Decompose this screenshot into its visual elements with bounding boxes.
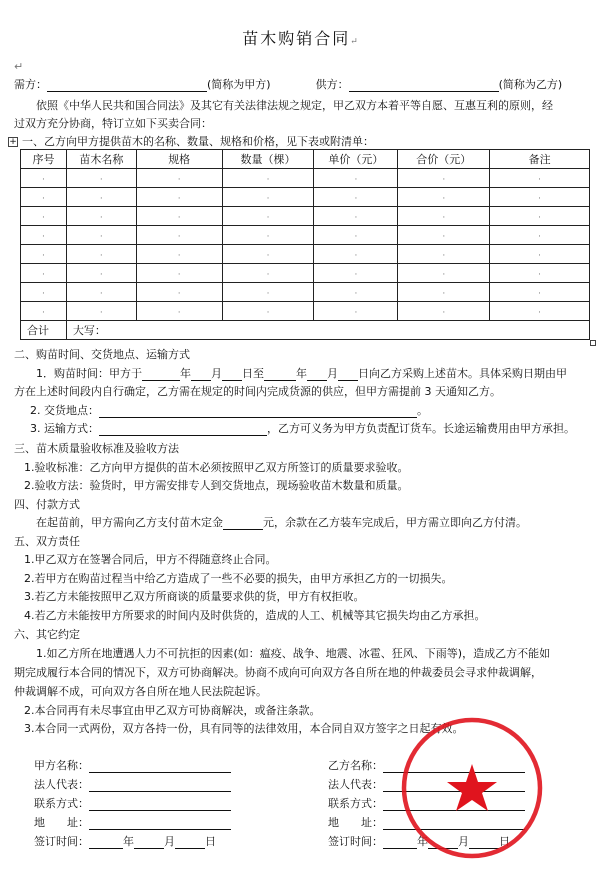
buyer-name-blank[interactable]	[47, 80, 207, 92]
table-cell[interactable]: ·	[398, 169, 490, 188]
table-cell[interactable]: ·	[490, 302, 590, 321]
table-cell[interactable]: ·	[314, 245, 398, 264]
deposit-blank[interactable]	[223, 518, 263, 530]
section5-p3: 3.若乙方未能按照甲乙双方所商谈的质量要求供的货，甲方有权拒收。	[24, 590, 365, 603]
table-cell[interactable]: ·	[314, 226, 398, 245]
table-header-row	[21, 150, 590, 169]
section4-heading: 四、付款方式	[14, 498, 80, 511]
table-cell[interactable]: ·	[314, 207, 398, 226]
section3-p1: 1.验收标准：乙方向甲方提供的苗木必须按照甲乙双方所签订的质量要求验收。	[24, 461, 409, 474]
table-cell[interactable]: ·	[314, 169, 398, 188]
parties-line	[14, 76, 562, 92]
table-row[interactable]	[21, 264, 590, 283]
section2-p3: 3. 运输方式： ，乙方可义务为甲方负责配订货车。长途运输费用由甲方承担。	[30, 422, 575, 435]
table-cell[interactable]: ·	[222, 207, 314, 226]
table-row[interactable]	[21, 302, 590, 321]
section5-heading: 五、双方责任	[14, 535, 80, 548]
table-move-handle[interactable]: +	[9, 137, 17, 147]
table-row[interactable]	[21, 169, 590, 188]
party-a-rep-blank[interactable]	[89, 780, 231, 792]
table-cell[interactable]: ·	[136, 302, 222, 321]
table-cell[interactable]: ·	[398, 302, 490, 321]
party-b-contact-row: 联系方式：	[328, 795, 525, 811]
table-cell[interactable]: ·	[490, 245, 590, 264]
table-cell[interactable]: ·	[222, 245, 314, 264]
table-cell[interactable]: ·	[490, 188, 590, 207]
table-cell[interactable]: ·	[66, 283, 136, 302]
party-a-contact-row: 联系方式：	[34, 795, 231, 811]
table-cell[interactable]: ·	[136, 188, 222, 207]
table-cell[interactable]: ·	[66, 188, 136, 207]
section5-p4: 4.若乙方未能按甲方所要求的时间内及时供货的，造成的人工、机械等其它损失均由乙方承担。	[24, 609, 486, 622]
company-seal-stamp	[398, 714, 546, 862]
table-row[interactable]	[21, 283, 590, 302]
table-row[interactable]	[21, 207, 590, 226]
buyer-label: 需方：	[14, 78, 47, 91]
table-cell[interactable]: ·	[222, 169, 314, 188]
table-cell[interactable]: ·	[136, 283, 222, 302]
table-cell[interactable]: ·	[136, 245, 222, 264]
table-cell[interactable]: ·	[66, 245, 136, 264]
section6-p2: 2.本合同再有未尽事宜由甲乙双方可协商解决，或备注条款。	[24, 704, 321, 717]
party-b-date-row: 签订时间： 年 月 日	[328, 835, 510, 848]
transport-blank[interactable]	[99, 424, 267, 436]
party-a-address-row: 地 址：	[34, 814, 231, 830]
table-cell[interactable]: ·	[66, 169, 136, 188]
table-cell[interactable]: ·	[136, 169, 222, 188]
table-cell[interactable]: ·	[222, 188, 314, 207]
table-cell[interactable]: ·	[21, 188, 67, 207]
table-cell[interactable]: ·	[66, 302, 136, 321]
table-cell[interactable]: ·	[136, 226, 222, 245]
col-header-amount: 合价（元）	[398, 150, 490, 169]
table-cell[interactable]: ·	[398, 245, 490, 264]
table-row[interactable]	[21, 188, 590, 207]
section6-p1-cont: 期完成履行本合同的情况下，双方可协商解决。协商不成向可向双方各自所在地的仲裁委员会寻求仲裁调解，	[14, 666, 542, 679]
table-cell[interactable]: ·	[398, 207, 490, 226]
paragraph-mark: ↵	[14, 60, 24, 73]
table-cell[interactable]: ·	[398, 264, 490, 283]
table-cell[interactable]: ·	[222, 226, 314, 245]
table-cell[interactable]: ·	[222, 302, 314, 321]
table-cell[interactable]: ·	[21, 264, 67, 283]
section2-p1-cont: 方在上述时间段内自行确定，乙方需在规定的时间内完成货源的供应，但甲方需提前 3 天通知乙方。	[14, 385, 501, 398]
party-a-name-row: 甲方名称：	[34, 757, 231, 773]
party-a-name-blank[interactable]	[89, 761, 231, 773]
table-cell[interactable]: ·	[21, 302, 67, 321]
table-cell[interactable]: ·	[136, 207, 222, 226]
col-header-spec: 规格	[136, 150, 222, 169]
seller-note: (简称为乙方)	[498, 78, 563, 91]
table-cell[interactable]: ·	[222, 264, 314, 283]
section6-p3: 3.本合同一式两份，双方各持一份，具有同等的法律效用，本合同自双方签字之日起有效。	[24, 722, 464, 735]
goods-table	[20, 149, 590, 340]
table-cell[interactable]: ·	[66, 207, 136, 226]
capital-amount-cell[interactable]: 大写：	[66, 321, 589, 340]
party-a-rep-row: 法人代表：	[34, 776, 231, 792]
col-header-name: 苗木名称	[66, 150, 136, 169]
table-cell[interactable]: ·	[314, 188, 398, 207]
col-header-quantity: 数量（棵）	[222, 150, 314, 169]
party-b-name-row: 乙方名称：	[328, 757, 525, 773]
section5-p2: 2.若甲方在购苗过程当中给乙方造成了一些不必要的损失，由甲方承担乙方的一切损失。	[24, 572, 453, 585]
table-cell[interactable]: ·	[314, 283, 398, 302]
delivery-place-blank[interactable]	[99, 406, 417, 418]
table-row[interactable]	[21, 226, 590, 245]
table-cell[interactable]: ·	[136, 264, 222, 283]
section3-p2: 2.验收方法：验货时，甲方需安排专人到交货地点，现场验收苗木数量和质量。	[24, 479, 409, 492]
table-cell[interactable]: ·	[21, 283, 67, 302]
col-header-unit-price: 单价（元）	[314, 150, 398, 169]
table-cell[interactable]: ·	[21, 245, 67, 264]
section2-p1: 1．购苗时间：甲方于 年 月 日至 年 月 日向乙方采购上述苗木。具体采购日期由甲	[36, 367, 567, 380]
table-cell[interactable]: ·	[490, 264, 590, 283]
col-header-remark: 备注	[490, 150, 590, 169]
intro-line-2: 过双方充分协商，特订立如下买卖合同：	[14, 117, 212, 130]
table-cell[interactable]: ·	[222, 283, 314, 302]
table-cell[interactable]: ·	[314, 264, 398, 283]
section6-p1: 1.如乙方所在地遭遇人力不可抗拒的因素(如：瘟疫、战争、地震、冰雹、狂风、下雨等)，造成乙方不能如	[36, 647, 551, 660]
section2-p2: 2. 交货地点： 。	[30, 404, 428, 417]
table-total-row	[21, 321, 590, 340]
document-title: 苗木购销合同↵	[242, 29, 360, 48]
party-b-address-row: 地 址：	[328, 814, 525, 830]
party-b-rep-row: 法人代表：	[328, 776, 525, 792]
buyer-note: (简称为甲方)	[207, 78, 271, 91]
party-a-contact-blank[interactable]	[89, 799, 231, 811]
table-cell[interactable]: ·	[66, 264, 136, 283]
table-cell[interactable]: ·	[490, 226, 590, 245]
section1-heading: 一、乙方向甲方提供苗木的名称、数量、规格和价格，见下表或附清单：	[22, 135, 374, 148]
section6-p1-cont2: 仲裁调解不成，可向双方各自所在地人民法院起诉。	[14, 685, 267, 698]
section6-heading: 六、其它约定	[14, 628, 80, 641]
party-a-address-blank[interactable]	[89, 818, 231, 830]
seller-label: 供方：	[315, 78, 349, 91]
table-cell[interactable]: ·	[21, 207, 67, 226]
table-cell[interactable]: ·	[314, 302, 398, 321]
table-cell[interactable]: ·	[21, 226, 67, 245]
section4-p1: 在起苗前，甲方需向乙方支付苗木定金 元，余款在乙方装车完成后，甲方需立即向乙方付清。	[36, 516, 527, 529]
table-resize-handle[interactable]	[590, 340, 596, 346]
intro-line-1: 依照《中华人民共和国合同法》及其它有关法律法规之规定，甲乙双方本着平等自愿、互惠互利的原则，经	[36, 99, 553, 112]
seller-name-blank[interactable]	[349, 80, 499, 92]
table-cell[interactable]: ·	[398, 283, 490, 302]
party-a-date-row: 签订时间： 年 月 日	[34, 835, 216, 848]
section2-heading: 二、购苗时间、交货地点、运输方式	[14, 348, 190, 361]
table-cell[interactable]: ·	[66, 226, 136, 245]
table-cell[interactable]: ·	[21, 169, 67, 188]
col-header-index: 序号	[21, 150, 67, 169]
total-label: 合计	[21, 321, 67, 340]
table-row[interactable]	[21, 245, 590, 264]
table-cell[interactable]: ·	[490, 207, 590, 226]
table-cell[interactable]: ·	[490, 169, 590, 188]
table-cell[interactable]: ·	[398, 226, 490, 245]
table-cell[interactable]: ·	[490, 283, 590, 302]
section5-p1: 1.甲乙双方在签署合同后，甲方不得随意终止合同。	[24, 553, 277, 566]
section3-heading: 三、苗木质量验收标准及验收方法	[14, 442, 179, 455]
table-cell[interactable]: ·	[398, 188, 490, 207]
